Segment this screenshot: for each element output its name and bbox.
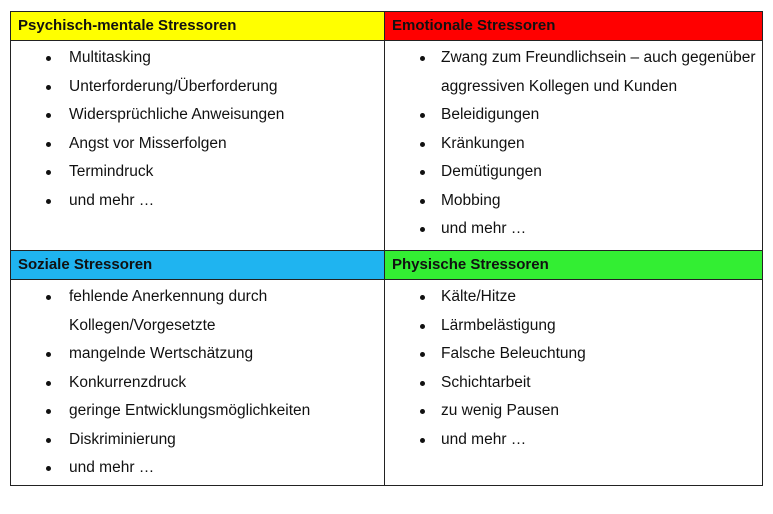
list-item: Zwang zum Freundlichsein – auch gegenüber aggressiven Kollegen und Kunden: [385, 44, 756, 101]
list-item: Unterforderung/Überforderung: [11, 73, 378, 102]
list-item: und mehr …: [385, 426, 756, 455]
header-emotionale-stressoren: Emotionale Stressoren: [385, 12, 762, 40]
list-item: Demütigungen: [385, 158, 756, 187]
list-cell-physisch: [385, 280, 763, 486]
list-item: und mehr …: [11, 454, 378, 483]
list-sozial: [11, 280, 384, 485]
header-cell-emotional: [385, 12, 763, 41]
list-psychisch: [11, 41, 384, 217]
list-item: Diskriminierung: [11, 426, 378, 455]
list-item: und mehr …: [11, 187, 378, 216]
list-item: Schichtarbeit: [385, 369, 756, 398]
list-item: fehlende Anerkennung durch Kollegen/Vorgesetzte: [11, 283, 378, 340]
header-physische-stressoren: Physische Stressoren: [385, 251, 762, 279]
list-item: geringe Entwicklungsmöglichkeiten: [11, 397, 378, 426]
list-item: Kälte/Hitze: [385, 283, 756, 312]
list-item: Termindruck: [11, 158, 378, 187]
list-item: Lärmbelästigung: [385, 312, 756, 341]
list-item: Angst vor Misserfolgen: [11, 130, 378, 159]
list-item: und mehr …: [385, 215, 756, 244]
list-physisch: [385, 280, 762, 456]
list-item: Beleidigungen: [385, 101, 756, 130]
list-item: mangelnde Wertschätzung: [11, 340, 378, 369]
list-item: Mobbing: [385, 187, 756, 216]
list-item: zu wenig Pausen: [385, 397, 756, 426]
list-cell-psychisch: [11, 41, 385, 251]
list-item: Widersprüchliche Anweisungen: [11, 101, 378, 130]
list-emotional: [385, 41, 762, 246]
header-cell-sozial: [11, 251, 385, 280]
list-cell-emotional: [385, 41, 763, 251]
list-item: Kränkungen: [385, 130, 756, 159]
header-cell-physisch: [385, 251, 763, 280]
list-item: Multitasking: [11, 44, 378, 73]
header-cell-psychisch: [11, 12, 385, 41]
list-item: Konkurrenzdruck: [11, 369, 378, 398]
header-soziale-stressoren: Soziale Stressoren: [11, 251, 384, 279]
list-item: Falsche Beleuchtung: [385, 340, 756, 369]
stressor-table: [10, 11, 763, 486]
header-psychisch-mentale-stressoren: Psychisch-mentale Stressoren: [11, 12, 384, 40]
list-cell-sozial: [11, 280, 385, 486]
